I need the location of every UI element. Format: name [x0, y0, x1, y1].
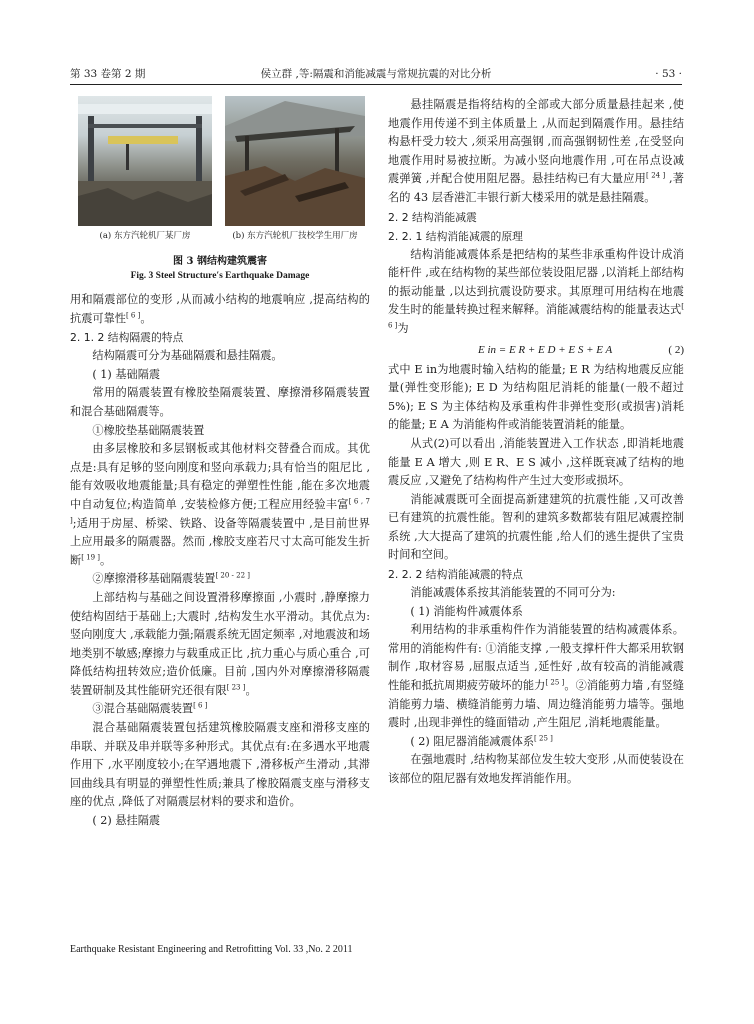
equation-2: E in = E R + E D + E S + E A ( 2) [478, 343, 684, 356]
paragraph: 结构隔震可分为基础隔震和悬挂隔震。 [92, 349, 283, 363]
paragraph: 常用的隔震装置有橡胶垫隔震装置、摩擦滑移隔震装置和混合基础隔震等。 [70, 386, 370, 418]
paragraph: 利用结构的非承重构件作为消能装置的结构减震体系。常用的消能构件有: ①消能支撑 ,一般支撑杆件大都采用软钢制作 ,取材容易 ,屈服点适当 ,延性好 ,故有较高的消能减震性能和抵抗周期疲劳破坏的能力[ 25 ]。②消能剪力墙 ,有竖缝消能剪力墙、横缝消能剪力墙、周边缝消能剪力墙等。强地震时 ,出现非弹性的缝面错动 ,产生阻尼 ,消耗地震能量。 [388, 623, 684, 730]
figure-caption-b: (b) 东方汽轮机厂技校学生用厂房 [232, 231, 358, 241]
subheading-friction-sliding: ②摩擦滑移基础隔震装置[ 20 - 22 ] [92, 571, 251, 586]
page-number: · 53 · [655, 68, 682, 80]
paragraph: 在强地震时 ,结构物某部位发生较大变形 ,从而使装设在该部位的阻尼器有效地发挥消能作用。 [388, 753, 684, 785]
damage-photo-a [78, 96, 212, 226]
paragraph: 用和隔震部位的变形 ,从而减小结构的地震响应 ,提高结构的抗震可靠性[ 6 ]。 [70, 293, 370, 325]
section-heading-2-1-2: 2. 1. 2 结构隔震的特点 [70, 331, 184, 345]
header-rule [70, 84, 682, 85]
subheading-suspension-isolation: ( 2) 悬挂隔震 [92, 814, 161, 828]
paragraph: 式中 E in为地震时输入结构的能量; E R 为结构地震反应能量(弹性变形能); E D 为结构阻尼消耗的能量(一般不超过 5%); E S 为主体结构及承重构件非弹性变形(或损害)消耗的能量; E A 为消能构件或消能装置消耗的能量。 [388, 362, 684, 432]
subheading-rubber-bearing: ①橡胶垫基础隔震装置 [92, 423, 205, 437]
subheading-energy-members: ( 1) 消能构件减震体系 [410, 604, 523, 618]
subheading-hybrid-isolation: ③混合基础隔震装置[ 6 ] [92, 701, 208, 716]
paragraph: 消能减震既可全面提高新建建筑的抗震性能 ,又可改善已有建筑的抗震性能。智利的建筑多数都装有阻尼减震控制系统 ,大大提高了建筑的抗震性能 ,给人们的逃生提供了宝贵时间和空间。 [388, 492, 684, 562]
figure-title-cn: 图 3 钢结构建筑震害 [173, 256, 267, 267]
article-running-title: 侯立群 ,等:隔震和消能减震与常规抗震的对比分析 [260, 68, 492, 80]
damage-photo-b [225, 96, 365, 226]
paragraph: 悬挂隔震是指将结构的全部或大部分质量悬挂起来 ,使地震作用传递不到主体质量上 ,从而起到隔震作用。悬挂结构悬杆受力较大 ,须采用高强钢 ,而高强钢韧性差 ,在受竖向地震作用时易被拉断。为减小竖向地震作用 ,可在吊点设减震弹簧 ,并配合使用阻尼器。悬挂结构已有大量应用[ 24 ] ,著名的 43 层香港汇丰银行新大楼采用的就是悬挂隔震。 [388, 98, 684, 204]
left-column [70, 96, 370, 831]
figure-caption-a: (a) 东方汽轮机厂某厂房 [99, 231, 191, 241]
paragraph: 由多层橡胶和多层钢板或其他材料交替叠合而成。其优点是:具有足够的竖向刚度和竖向承载力;具有恰当的阻尼比 ,能有效吸收地震能量;具有稳定的弹塑性性能 ,能在多次地震中自动复位;构造简单 ,安装检修方便;工程应用经验丰富[ 6 , 7 ];适用于房屋、桥梁、铁路、设备等隔震装置中 ,是目前世界上应用最多的隔震器。然而 ,橡胶支座若尺寸太高可能发生折断[ 19 ]。 [70, 442, 370, 567]
paragraph: 上部结构与基础之间设置滑移摩擦面 ,小震时 ,静摩擦力使结构固结于基础上;大震时 ,结构发生水平滑动。其优点为:竖向刚度大 ,承载能力强;隔震系统无固定频率 ,对地震波和场地类别不敏感;摩擦力与载重成正比 ,抗力重心与质心重合 ,可降低结构扭转效应;造价低廉。目前 ,国内外对摩擦滑移隔震装置研制及其性能研究还很有限[ 23 ]。 [70, 590, 370, 697]
paragraph: 从式(2)可以看出 ,消能装置进入工作状态 ,即消耗地震能量 E A 增大 ,则 E R、E S 减小 ,这样既衰减了结构的地震反应 ,又避免了结构构件产生过大变形或损坏。 [388, 436, 684, 488]
right-column [388, 96, 684, 789]
figure-title-en: Fig. 3 Steel Structure′s Earthquake Damage [130, 271, 310, 281]
section-heading-2-2-2: 2. 2. 2 结构消能减震的特点 [388, 568, 523, 582]
journal-issue: 第 33 卷第 2 期 [70, 68, 146, 80]
running-header [70, 66, 682, 82]
paragraph: 混合基础隔震装置包括建筑橡胶隔震支座和滑移支座的串联、并联及串并联等多种形式。其优点有:在多遇水平地震作用下 ,水平刚度较小;在罕遇地震下 ,滑移板产生滑动 ,其滞回曲线具有明显的弹塑性性质;兼具了橡胶隔震支座与滑移支座的优点 ,降低了对隔震层材料的要求和造价。 [70, 721, 370, 809]
figure-3 [70, 96, 370, 248]
subheading-damper-system: ( 2) 阻尼器消能减震体系[ 25 ] [410, 734, 553, 748]
section-heading-2-2: 2. 2 结构消能减震 [388, 210, 477, 224]
running-footer: Earthquake Resistant Engineering and Retrofitting Vol. 33 ,No. 2 2011 [70, 944, 353, 955]
paragraph: 消能减震体系按其消能装置的不同可分为: [410, 586, 616, 600]
section-heading-2-2-1: 2. 2. 1 结构消能减震的原理 [388, 229, 523, 243]
paragraph: 结构消能减震体系是把结构的某些非承重构件设计成消能杆件 ,或在结构物的某些部位装设阻尼器 ,以消耗上部结构的振动能量 ,以达到抗震设防要求。其原理可用结构在地震发生时的能量转换过程来解释。消能减震结构的能量表达式[ 6 ]为 [388, 247, 684, 335]
subheading-base-isolation: ( 1) 基础隔震 [92, 367, 161, 381]
